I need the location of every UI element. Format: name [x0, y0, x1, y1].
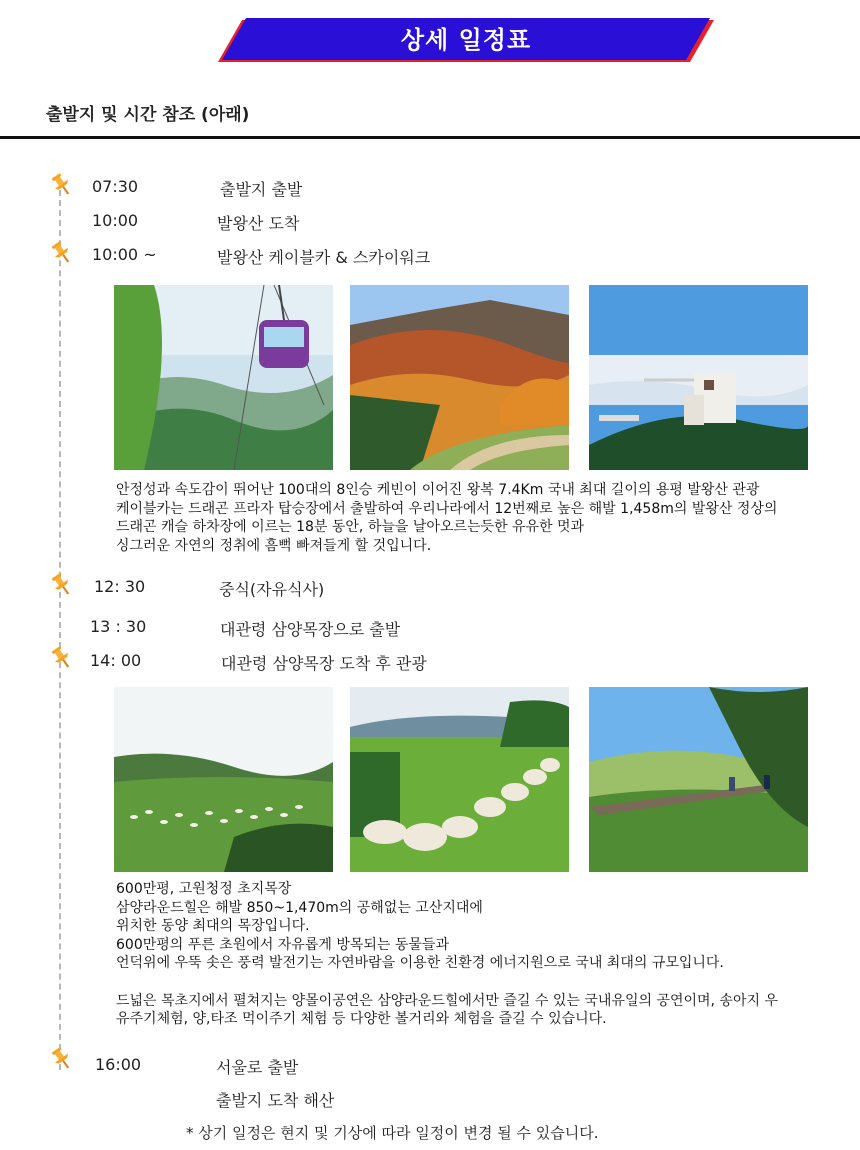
description-line: 유주기체험, 양,타조 먹이주기 체험 등 다양한 볼거리와 체험을 즐길 수 있습니다.: [116, 1011, 607, 1028]
schedule-time: 14: 00: [90, 651, 142, 670]
schedule-event: 발왕산 도착: [217, 214, 300, 233]
pushpin-icon: [49, 645, 75, 671]
pushpin-icon: [49, 1046, 75, 1072]
description-line: 안정성과 속도감이 뛰어난 100대의 8인승 케빈이 이어진 왕복 7.4Km 국내 최대 길이의 용평 발왕산 관광: [116, 482, 760, 498]
description-line: 600만평, 고원청정 초지목장: [116, 881, 292, 897]
timeline-line: [59, 190, 61, 1070]
pushpin-icon: [49, 240, 75, 266]
schedule-event: 대관령 삼양목장 도착 후 관광: [221, 654, 427, 673]
pushpin-icon: [49, 172, 75, 198]
description-line: 드래곤 캐슬 하차장에 이르는 18분 동안, 하늘을 날아오르는듯한 유유한 멋과: [116, 519, 585, 536]
title-banner: [216, 18, 716, 64]
description-line: 싱그러운 자연의 정취에 흠뻑 빠져들게 할 것입니다.: [116, 537, 432, 554]
description-line: 언덕위에 우뚝 솟은 풍력 발전기는 자연바람을 이용한 친환경 에너지원으로 국내 최대의 규모입니다.: [116, 955, 724, 972]
schedule-event: 대관령 삼양목장으로 출발: [220, 620, 401, 639]
pushpin-icon: [49, 572, 75, 598]
description-line: 케이블카는 드래곤 프라자 탑승장에서 출발하여 우리나라에서 12번째로 높은 해발 1,458m의 발왕산 정상의: [116, 500, 778, 517]
skywalk-photo: [589, 285, 808, 470]
schedule-time: 16:00: [95, 1055, 142, 1074]
description-line: 600만평의 푸른 초원에서 자유롭게 방목되는 동물들과: [116, 936, 449, 953]
ranch-description: [116, 880, 778, 1029]
schedule-event: 발왕산 케이블카 & 스카이워크: [217, 248, 431, 267]
schedule-event: 출발지 출발: [220, 180, 303, 199]
schedule-note: * 상기 일정은 현지 및 기상에 따라 일정이 변경 될 수 있습니다.: [186, 1124, 599, 1142]
page-subtitle: 출발지 및 시간 참조 (아래): [46, 105, 250, 125]
description-line: 삼양라운드힐은 해발 850~1,470m의 공해없는 고산지대에: [116, 899, 483, 916]
schedule-time: 13 : 30: [90, 617, 147, 636]
divider: [0, 136, 860, 139]
cable-car-photo: [114, 285, 333, 470]
ranch-boardwalk-photo: [589, 687, 808, 872]
sheep-flock-photo: [350, 687, 569, 872]
schedule-time: 07:30: [92, 177, 139, 196]
description-line: 드넓은 목초지에서 펼쳐지는 양몰이공연은 삼양라운드힐에서만 즐길 수 있는 국내유일의 공연이며, 송아지 우: [116, 992, 778, 1009]
mountain-autumn-photo: [350, 285, 569, 470]
schedule-time: 12: 30: [94, 577, 146, 596]
banner-title: 상세 일정표: [400, 26, 532, 54]
schedule-event: 서울로 출발: [216, 1058, 299, 1077]
cablecar-description: [116, 481, 777, 555]
schedule-time: 10:00 ~: [92, 245, 157, 264]
description-line: 위치한 동양 최대의 목장입니다.: [116, 918, 310, 935]
schedule-event: 출발지 도착 해산: [216, 1091, 335, 1110]
schedule-time: 10:00: [92, 211, 139, 230]
description-line: [116, 973, 778, 992]
ranch-sheep-field-photo: [114, 687, 333, 872]
schedule-event: 중식(자유식사): [219, 580, 325, 599]
